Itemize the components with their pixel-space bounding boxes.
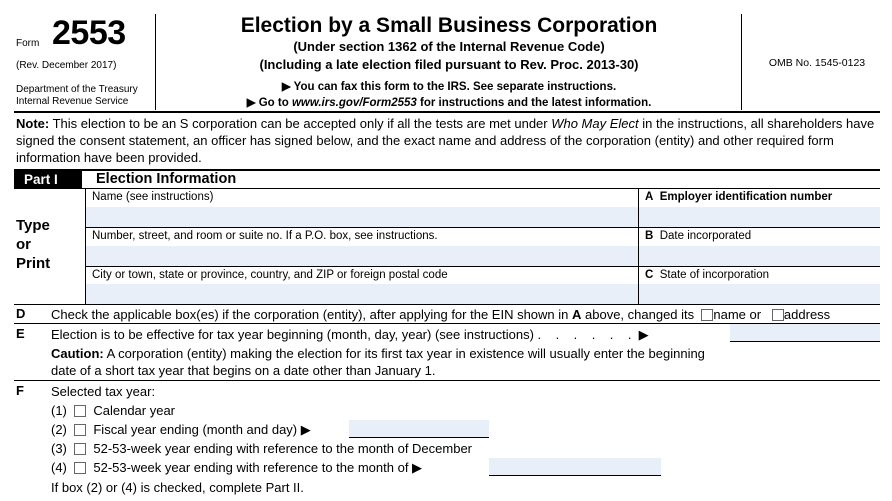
- option-3-num: (3): [51, 441, 67, 456]
- city-field[interactable]: [86, 267, 638, 304]
- address-input[interactable]: [86, 246, 638, 266]
- line-e-text: Election is to be effective for tax year beginning (month, day, year) (see instructions) . . . . . . ▶: [51, 327, 649, 342]
- form-word: Form: [16, 38, 40, 49]
- tax-year-option-4: [51, 459, 422, 476]
- part1-header: [14, 171, 880, 188]
- fiscal-year-checkbox[interactable]: [74, 424, 86, 436]
- name-change-checkbox[interactable]: [701, 309, 713, 321]
- name-change-label: name or: [713, 307, 762, 322]
- calendar-year-checkbox[interactable]: [74, 405, 86, 417]
- note-text-1: This election to be an S corporation can be accepted only if all the tests are met under: [49, 116, 552, 131]
- line-f-footer: If box (2) or (4) is checked, complete Part II.: [51, 480, 304, 495]
- state-letter: C: [645, 269, 654, 281]
- note-label: Note:: [16, 116, 50, 131]
- form-number: 2553: [52, 14, 126, 52]
- line-d-text-bold: A: [572, 307, 582, 322]
- tax-year-option-1: [51, 402, 175, 419]
- form-subtitle-2: (Including a late election filed pursuant to Rev. Proc. 2013-30): [259, 57, 639, 72]
- tax-year-option-3: [51, 440, 472, 457]
- address-field[interactable]: [86, 228, 638, 266]
- line-f-letter: F: [16, 383, 24, 398]
- option-2-num: (2): [51, 422, 67, 437]
- note-text-2: in the instructions, all shareholders have signed the consent statement, an officer has signed below, and the exact name and address of the corporation (entity) and other required form information have been provided.: [16, 116, 875, 165]
- caution-label: Caution:: [51, 346, 104, 361]
- week-year-december-checkbox[interactable]: [74, 443, 86, 455]
- effective-date-input[interactable]: [730, 324, 880, 342]
- fax-instruction: ▶ You can fax this form to the IRS. See separate instructions.: [281, 81, 617, 93]
- type-label: Type: [16, 217, 50, 234]
- or-label: or: [16, 236, 31, 253]
- state-field[interactable]: [639, 267, 880, 304]
- grid-bottom-rule: [14, 304, 880, 305]
- name-input[interactable]: [86, 207, 638, 227]
- goto-instruction: [157, 95, 741, 109]
- goto-suffix: for instructions and the latest information.: [416, 97, 652, 109]
- date-letter: B: [645, 230, 654, 242]
- ein-label: Employer identification number: [659, 191, 833, 203]
- city-field-label: City or town, state or province, country, and ZIP or foreign postal code: [92, 269, 448, 281]
- line-e-letter: E: [16, 326, 25, 341]
- department-line1: Department of the Treasury: [16, 84, 138, 95]
- line-f-title: Selected tax year:: [51, 384, 156, 399]
- option-4-label: 52-53-week year ending with reference to the month of ▶: [93, 460, 423, 475]
- department-block: [16, 84, 156, 108]
- department-line2: Internal Revenue Service: [16, 96, 129, 107]
- date-incorporated-input[interactable]: [639, 246, 880, 266]
- part1-label: Part I: [14, 171, 82, 188]
- option-4-num: (4): [51, 460, 67, 475]
- fiscal-year-ending-input[interactable]: [349, 420, 489, 438]
- part1-title: Election Information: [96, 171, 237, 187]
- address-field-label: Number, street, and room or suite no. If a P.O. box, see instructions.: [92, 230, 438, 242]
- revision-date: (Rev. December 2017): [16, 60, 117, 71]
- date-label: Date incorporated: [659, 230, 752, 242]
- omb-number: OMB No. 1545-0123: [768, 57, 866, 69]
- line-e-caution: [51, 345, 731, 379]
- goto-prefix: ▶ Go to: [246, 97, 292, 109]
- header-divider-left: [155, 14, 156, 110]
- ein-input[interactable]: [639, 207, 880, 227]
- note-text-italic: Who May Elect: [551, 116, 639, 131]
- option-1-label: Calendar year: [93, 403, 176, 418]
- line-d-letter: D: [16, 306, 26, 321]
- form-title: Election by a Small Business Corporation: [240, 14, 658, 37]
- address-change-label: address: [783, 307, 831, 322]
- tax-year-option-2: [51, 421, 311, 438]
- city-input[interactable]: [86, 284, 638, 304]
- caution-text: A corporation (entity) making the election for its first tax year in existence will usually enter the beginning date of a short tax year that begins on a date other than January 1.: [51, 346, 705, 378]
- date-incorporated-field[interactable]: [639, 228, 880, 266]
- line-d-text-1: Check the applicable box(es) if the corporation (entity), after applying for the EIN shown in: [51, 307, 572, 322]
- option-1-num: (1): [51, 403, 67, 418]
- line-d-text: [51, 306, 891, 323]
- week-year-month-checkbox[interactable]: [74, 462, 86, 474]
- header-bottom-rule: [14, 111, 880, 113]
- option-3-label: 52-53-week year ending with reference to the month of December: [93, 441, 473, 456]
- ein-letter: A: [645, 191, 654, 203]
- name-field-label: Name (see instructions): [92, 191, 214, 203]
- irs-url-link[interactable]: www.irs.gov/Form2553: [291, 97, 417, 109]
- form-subtitle-1: (Under section 1362 of the Internal Revenue Code): [293, 39, 605, 54]
- note-paragraph: [16, 115, 882, 166]
- week-year-month-input[interactable]: [489, 458, 661, 476]
- line-d-text-2: above, changed its: [581, 307, 695, 322]
- address-change-checkbox[interactable]: [772, 309, 784, 321]
- print-label: Print: [16, 255, 51, 272]
- state-input[interactable]: [639, 284, 880, 304]
- state-label: State of incorporation: [659, 269, 770, 281]
- line-e-rule: [14, 380, 880, 381]
- name-field[interactable]: [86, 189, 638, 227]
- option-2-label: Fiscal year ending (month and day) ▶: [93, 422, 311, 437]
- ein-field[interactable]: [639, 189, 880, 227]
